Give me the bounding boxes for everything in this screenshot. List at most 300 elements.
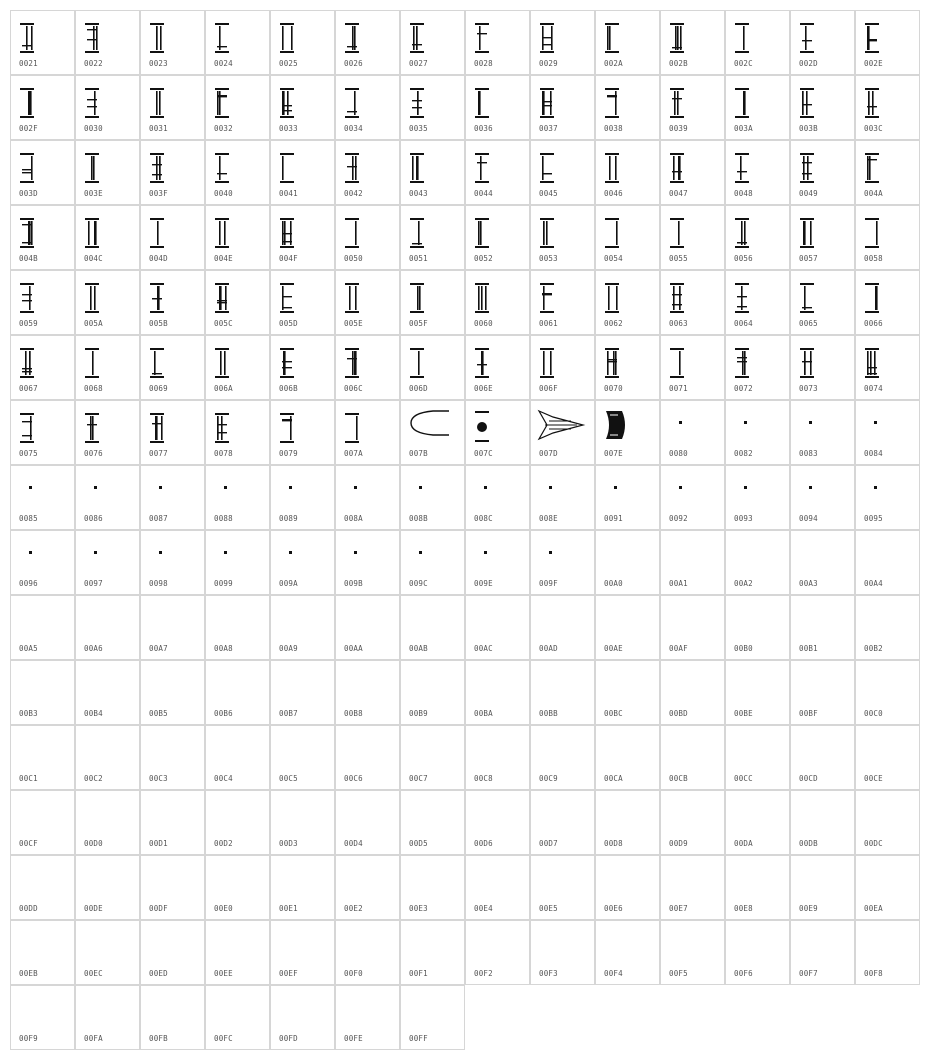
glyph-code-label: 00FE — [344, 1034, 363, 1043]
glyph-icon — [336, 405, 401, 451]
glyph-icon — [76, 535, 141, 581]
glyph-cell — [660, 725, 725, 790]
glyph-code-label: 0092 — [669, 514, 688, 523]
glyph-code-label: 0022 — [84, 59, 103, 68]
glyph-code-label: 00D5 — [409, 839, 428, 848]
glyph-cell — [790, 400, 855, 465]
glyph-code-label: 0047 — [669, 189, 688, 198]
glyph-code-label: 0044 — [474, 189, 493, 198]
glyph-code-label: 00AC — [474, 644, 493, 653]
glyph-icon — [206, 665, 271, 711]
glyph-icon — [141, 925, 206, 971]
glyph-code-label: 0051 — [409, 254, 428, 263]
glyph-icon — [596, 80, 661, 126]
glyph-icon — [76, 600, 141, 646]
glyph-code-label: 004B — [19, 254, 38, 263]
glyph-code-label: 006D — [409, 384, 428, 393]
glyph-cell — [790, 205, 855, 270]
glyph-icon — [791, 275, 856, 321]
glyph-cell — [725, 660, 790, 725]
glyph-cell — [530, 10, 595, 75]
glyph-code-label: 00D1 — [149, 839, 168, 848]
glyph-cell — [140, 595, 205, 660]
glyph-code-label: 00B3 — [19, 709, 38, 718]
glyph-icon — [141, 405, 206, 451]
glyph-cell — [75, 140, 140, 205]
glyph-cell — [400, 595, 465, 660]
glyph-icon — [856, 925, 921, 971]
glyph-icon — [11, 730, 76, 776]
glyph-code-label: 0059 — [19, 319, 38, 328]
glyph-code-label: 006E — [474, 384, 493, 393]
glyph-code-label: 00C1 — [19, 774, 38, 783]
glyph-code-label: 00AF — [669, 644, 688, 653]
glyph-code-label: 0095 — [864, 514, 883, 523]
glyph-cell — [400, 790, 465, 855]
glyph-cell — [530, 465, 595, 530]
glyph-cell — [75, 985, 140, 1050]
glyph-icon — [856, 860, 921, 906]
glyph-cell — [855, 790, 920, 855]
glyph-cell — [595, 140, 660, 205]
glyph-icon — [336, 80, 401, 126]
glyph-code-label: 0062 — [604, 319, 623, 328]
glyph-cell — [270, 660, 335, 725]
glyph-cell — [75, 75, 140, 140]
glyph-icon — [531, 860, 596, 906]
glyph-code-label: 002A — [604, 59, 623, 68]
glyph-icon — [596, 600, 661, 646]
glyph-icon — [401, 535, 466, 581]
glyph-icon — [791, 925, 856, 971]
glyph-cell — [725, 140, 790, 205]
glyph-icon — [856, 80, 921, 126]
glyph-icon — [596, 340, 661, 386]
glyph-code-label: 003E — [84, 189, 103, 198]
glyph-icon — [856, 600, 921, 646]
glyph-cell — [465, 725, 530, 790]
glyph-cell — [725, 335, 790, 400]
glyph-cell — [75, 595, 140, 660]
glyph-code-label: 0072 — [734, 384, 753, 393]
glyph-icon — [76, 80, 141, 126]
glyph-code-label: 0076 — [84, 449, 103, 458]
glyph-icon — [336, 860, 401, 906]
glyph-code-label: 00DA — [734, 839, 753, 848]
glyph-icon — [726, 665, 791, 711]
glyph-icon — [76, 990, 141, 1036]
glyph-code-label: 0089 — [279, 514, 298, 523]
glyph-cell — [140, 530, 205, 595]
glyph-icon — [531, 210, 596, 256]
glyph-icon — [661, 795, 726, 841]
glyph-icon — [271, 210, 336, 256]
glyph-icon — [336, 730, 401, 776]
glyph-cell — [335, 205, 400, 270]
glyph-code-label: 00DB — [799, 839, 818, 848]
glyph-cell — [205, 920, 270, 985]
glyph-icon — [271, 665, 336, 711]
glyph-icon — [791, 15, 856, 61]
glyph-code-label: 00FD — [279, 1034, 298, 1043]
glyph-cell — [10, 400, 75, 465]
glyph-icon — [11, 470, 76, 516]
glyph-code-label: 008B — [409, 514, 428, 523]
glyph-cell — [465, 270, 530, 335]
glyph-cell — [140, 855, 205, 920]
glyph-icon — [791, 535, 856, 581]
glyph-icon — [401, 730, 466, 776]
glyph-cell — [400, 10, 465, 75]
glyph-cell — [270, 140, 335, 205]
glyph-icon — [336, 795, 401, 841]
glyph-cell — [530, 335, 595, 400]
glyph-code-label: 0078 — [214, 449, 233, 458]
glyph-code-label: 00C4 — [214, 774, 233, 783]
glyph-code-label: 0068 — [84, 384, 103, 393]
glyph-icon — [76, 340, 141, 386]
glyph-icon — [791, 340, 856, 386]
glyph-icon — [141, 340, 206, 386]
glyph-code-label: 0041 — [279, 189, 298, 198]
glyph-code-label: 007C — [474, 449, 493, 458]
glyph-code-label: 00A0 — [604, 579, 623, 588]
glyph-icon — [596, 210, 661, 256]
glyph-cell — [725, 10, 790, 75]
glyph-icon — [791, 405, 856, 451]
glyph-cell — [400, 855, 465, 920]
glyph-code-label: 005B — [149, 319, 168, 328]
glyph-code-label: 007D — [539, 449, 558, 458]
glyph-cell — [335, 595, 400, 660]
glyph-icon — [206, 80, 271, 126]
glyph-icon — [531, 405, 596, 451]
glyph-cell — [75, 920, 140, 985]
glyph-cell — [270, 725, 335, 790]
glyph-icon — [661, 275, 726, 321]
glyph-code-label: 00C8 — [474, 774, 493, 783]
glyph-icon — [661, 80, 726, 126]
glyph-code-label: 0024 — [214, 59, 233, 68]
glyph-cell — [530, 790, 595, 855]
glyph-cell — [855, 400, 920, 465]
glyph-cell — [140, 920, 205, 985]
glyph-code-label: 009F — [539, 579, 558, 588]
glyph-cell — [10, 140, 75, 205]
glyph-cell — [75, 10, 140, 75]
glyph-code-label: 00B2 — [864, 644, 883, 653]
glyph-cell — [400, 335, 465, 400]
glyph-cell — [465, 595, 530, 660]
glyph-cell — [725, 920, 790, 985]
glyph-icon — [11, 15, 76, 61]
glyph-code-label: 00FF — [409, 1034, 428, 1043]
glyph-cell — [465, 855, 530, 920]
glyph-code-label: 0088 — [214, 514, 233, 523]
glyph-icon — [141, 535, 206, 581]
glyph-icon — [661, 860, 726, 906]
glyph-cell — [725, 75, 790, 140]
glyph-cell — [595, 920, 660, 985]
glyph-cell — [660, 790, 725, 855]
glyph-cell — [10, 725, 75, 790]
glyph-cell — [530, 140, 595, 205]
glyph-icon — [336, 340, 401, 386]
glyph-code-label: 00E5 — [539, 904, 558, 913]
glyph-code-label: 005F — [409, 319, 428, 328]
glyph-cell — [790, 855, 855, 920]
glyph-cell — [335, 920, 400, 985]
glyph-cell — [725, 790, 790, 855]
glyph-cell — [855, 530, 920, 595]
glyph-icon — [11, 795, 76, 841]
glyph-code-label: 00BF — [799, 709, 818, 718]
glyph-icon — [466, 210, 531, 256]
glyph-cell — [465, 400, 530, 465]
glyph-cell — [10, 335, 75, 400]
glyph-code-label: 00E8 — [734, 904, 753, 913]
glyph-icon — [531, 80, 596, 126]
glyph-icon — [76, 15, 141, 61]
glyph-cell — [140, 335, 205, 400]
glyph-cell — [530, 660, 595, 725]
glyph-icon — [856, 795, 921, 841]
glyph-icon — [401, 275, 466, 321]
glyph-icon — [726, 80, 791, 126]
glyph-icon — [791, 470, 856, 516]
glyph-code-label: 00F9 — [19, 1034, 38, 1043]
glyph-code-label: 002C — [734, 59, 753, 68]
glyph-icon — [466, 925, 531, 971]
glyph-cell — [205, 790, 270, 855]
glyph-icon — [791, 210, 856, 256]
glyph-cell — [465, 660, 530, 725]
glyph-code-label: 0071 — [669, 384, 688, 393]
glyph-code-label: 00C7 — [409, 774, 428, 783]
glyph-icon — [596, 925, 661, 971]
glyph-code-label: 00B6 — [214, 709, 233, 718]
glyph-icon — [531, 730, 596, 776]
glyph-code-label: 0056 — [734, 254, 753, 263]
glyph-code-label: 0086 — [84, 514, 103, 523]
glyph-code-label: 00A6 — [84, 644, 103, 653]
glyph-icon — [141, 210, 206, 256]
glyph-icon — [596, 730, 661, 776]
glyph-cell — [205, 400, 270, 465]
glyph-code-label: 007B — [409, 449, 428, 458]
glyph-icon — [856, 535, 921, 581]
glyph-cell — [400, 530, 465, 595]
glyph-icon — [466, 470, 531, 516]
glyph-code-label: 0075 — [19, 449, 38, 458]
glyph-code-label: 0077 — [149, 449, 168, 458]
glyph-cell — [75, 855, 140, 920]
glyph-code-label: 00FC — [214, 1034, 233, 1043]
glyph-code-label: 0065 — [799, 319, 818, 328]
glyph-icon — [661, 665, 726, 711]
glyph-icon — [856, 340, 921, 386]
glyph-cell — [660, 400, 725, 465]
glyph-icon — [206, 210, 271, 256]
glyph-code-label: 002E — [864, 59, 883, 68]
glyph-code-label: 0084 — [864, 449, 883, 458]
glyph-icon — [856, 405, 921, 451]
glyph-cell — [725, 855, 790, 920]
glyph-cell — [660, 855, 725, 920]
glyph-code-label: 006C — [344, 384, 363, 393]
glyph-code-label: 00B7 — [279, 709, 298, 718]
glyph-code-label: 00E9 — [799, 904, 818, 913]
glyph-icon — [466, 145, 531, 191]
glyph-cell — [400, 920, 465, 985]
glyph-cell — [270, 465, 335, 530]
glyph-code-label: 00CE — [864, 774, 883, 783]
glyph-code-label: 00A9 — [279, 644, 298, 653]
glyph-code-label: 0057 — [799, 254, 818, 263]
glyph-cell — [855, 140, 920, 205]
glyph-code-label: 00ED — [149, 969, 168, 978]
glyph-icon — [141, 795, 206, 841]
glyph-cell — [140, 400, 205, 465]
glyph-icon — [206, 860, 271, 906]
glyph-cell — [595, 10, 660, 75]
glyph-icon — [596, 275, 661, 321]
glyph-icon — [206, 730, 271, 776]
glyph-code-label: 00C3 — [149, 774, 168, 783]
glyph-cell — [595, 335, 660, 400]
glyph-code-label: 004E — [214, 254, 233, 263]
glyph-code-label: 0043 — [409, 189, 428, 198]
glyph-icon — [661, 925, 726, 971]
glyph-code-label: 0033 — [279, 124, 298, 133]
glyph-icon — [206, 275, 271, 321]
glyph-icon — [401, 80, 466, 126]
glyph-icon — [401, 405, 466, 451]
glyph-cell — [335, 855, 400, 920]
glyph-code-label: 0040 — [214, 189, 233, 198]
glyph-cell — [530, 400, 595, 465]
glyph-code-label: 0037 — [539, 124, 558, 133]
glyph-icon — [531, 535, 596, 581]
glyph-icon — [141, 15, 206, 61]
glyph-cell — [205, 335, 270, 400]
glyph-icon — [401, 15, 466, 61]
glyph-icon — [791, 730, 856, 776]
glyph-cell — [10, 270, 75, 335]
glyph-code-label: 0026 — [344, 59, 363, 68]
glyph-cell — [530, 75, 595, 140]
glyph-cell — [75, 465, 140, 530]
glyph-icon — [141, 860, 206, 906]
glyph-icon — [726, 405, 791, 451]
glyph-cell — [855, 920, 920, 985]
glyph-code-label: 0098 — [149, 579, 168, 588]
glyph-icon — [11, 860, 76, 906]
glyph-icon — [11, 275, 76, 321]
glyph-icon — [726, 795, 791, 841]
glyph-icon — [856, 145, 921, 191]
glyph-cell — [75, 790, 140, 855]
glyph-icon — [11, 535, 76, 581]
glyph-code-label: 00EF — [279, 969, 298, 978]
glyph-cell — [270, 855, 335, 920]
glyph-code-label: 00A4 — [864, 579, 883, 588]
glyph-cell — [660, 140, 725, 205]
glyph-code-label: 00F0 — [344, 969, 363, 978]
glyph-icon — [531, 145, 596, 191]
glyph-cell — [335, 660, 400, 725]
glyph-code-label: 005E — [344, 319, 363, 328]
glyph-icon — [661, 730, 726, 776]
glyph-cell — [790, 75, 855, 140]
glyph-cell — [140, 205, 205, 270]
glyph-code-label: 0038 — [604, 124, 623, 133]
glyph-cell — [595, 725, 660, 790]
glyph-icon — [76, 795, 141, 841]
glyph-code-label: 0064 — [734, 319, 753, 328]
glyph-code-label: 0031 — [149, 124, 168, 133]
glyph-icon — [401, 925, 466, 971]
glyph-icon — [336, 470, 401, 516]
glyph-icon — [206, 15, 271, 61]
glyph-icon — [466, 275, 531, 321]
glyph-icon — [336, 275, 401, 321]
glyph-icon — [466, 340, 531, 386]
glyph-code-label: 003F — [149, 189, 168, 198]
glyph-cell — [400, 985, 465, 1050]
glyph-cell — [400, 660, 465, 725]
glyph-icon — [401, 210, 466, 256]
glyph-cell — [205, 595, 270, 660]
glyph-code-label: 00C0 — [864, 709, 883, 718]
glyph-cell — [270, 400, 335, 465]
glyph-cell — [335, 270, 400, 335]
glyph-icon — [726, 600, 791, 646]
glyph-cell — [465, 790, 530, 855]
glyph-icon — [271, 795, 336, 841]
glyph-cell — [335, 10, 400, 75]
glyph-code-label: 00CC — [734, 774, 753, 783]
glyph-cell — [660, 335, 725, 400]
glyph-icon — [76, 405, 141, 451]
glyph-cell — [660, 205, 725, 270]
glyph-cell — [270, 335, 335, 400]
glyph-code-label: 007A — [344, 449, 363, 458]
glyph-cell — [10, 920, 75, 985]
glyph-icon — [271, 860, 336, 906]
glyph-code-label: 00EA — [864, 904, 883, 913]
glyph-icon — [336, 925, 401, 971]
glyph-cell — [10, 530, 75, 595]
glyph-icon — [11, 340, 76, 386]
glyph-cell — [855, 855, 920, 920]
glyph-cell — [75, 335, 140, 400]
glyph-code-label: 003D — [19, 189, 38, 198]
glyph-cell — [140, 725, 205, 790]
glyph-cell — [270, 530, 335, 595]
glyph-icon — [76, 145, 141, 191]
glyph-cell — [10, 205, 75, 270]
glyph-icon — [596, 535, 661, 581]
glyph-cell — [530, 595, 595, 660]
glyph-icon — [531, 600, 596, 646]
glyph-icon — [596, 405, 661, 451]
glyph-code-label: 00C6 — [344, 774, 363, 783]
glyph-code-label: 00E1 — [279, 904, 298, 913]
glyph-cell — [270, 920, 335, 985]
glyph-code-label: 00C2 — [84, 774, 103, 783]
glyph-cell — [725, 205, 790, 270]
